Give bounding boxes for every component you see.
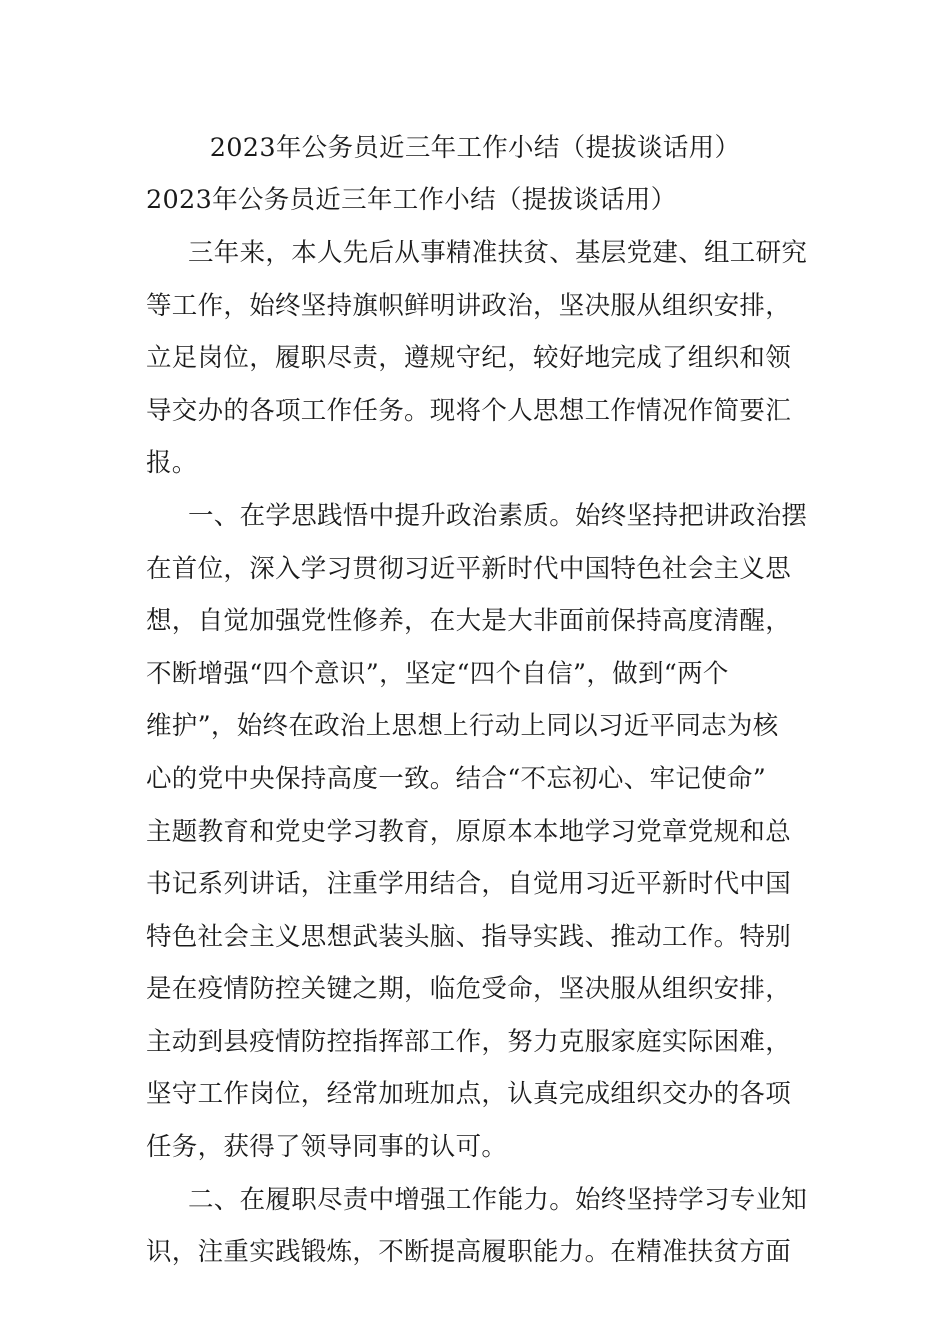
paragraph-2-line-10: 是在疫情防控关键之期，临危受命，坚决服从组织安排， — [146, 974, 792, 1004]
paragraph-2-line-9: 特色社会主义思想武装头脑、指导实践、推动工作。特别 — [146, 922, 792, 952]
paragraph-1-line-1: 三年来，本人先后从事精准扶贫、基层党建、组工研究 — [188, 238, 808, 268]
paragraph-2-line-2: 在首位，深入学习贯彻习近平新时代中国特色社会主义思 — [146, 554, 792, 584]
paragraph-2-line-1: 一、在学思践悟中提升政治素质。始终坚持把讲政治摆 — [188, 501, 808, 531]
paragraph-2-line-3: 想，自觉加强党性修养，在大是大非面前保持高度清醒， — [146, 606, 792, 636]
paragraph-3-line-2: 识，注重实践锻炼，不断提高履职能力。在精准扶贫方面 — [146, 1237, 792, 1267]
paragraph-2-line-4: 不断增强“四个意识”，坚定“四个自信”，做到“两个 — [146, 659, 729, 689]
paragraph-2-line-7: 主题教育和党史学习教育，原原本本地学习党章党规和总 — [146, 817, 792, 847]
paragraph-1-line-2: 等工作，始终坚持旗帜鲜明讲政治，坚决服从组织安排， — [146, 291, 792, 321]
paragraph-3-line-1: 二、在履职尽责中增强工作能力。始终坚持学习专业知 — [188, 1185, 808, 1215]
paragraph-1-line-3: 立足岗位，履职尽责，遵规守纪，较好地完成了组织和领 — [146, 343, 792, 373]
paragraph-2-line-8: 书记系列讲话，注重学用结合，自觉用习近平新时代中国 — [146, 869, 792, 899]
paragraph-2-line-12: 坚守工作岗位，经常加班加点，认真完成组织交办的各项 — [146, 1079, 792, 1109]
paragraph-1-line-4: 导交办的各项工作任务。现将个人思想工作情况作简要汇 — [146, 396, 792, 426]
paragraph-2-line-13: 任务，获得了领导同事的认可。 — [146, 1132, 508, 1162]
paragraph-2-line-6: 心的党中央保持高度一致。结合“不忘初心、牢记使命” — [146, 764, 767, 794]
document-title: 2023年公务员近三年工作小结（提拔谈话用） — [209, 133, 741, 163]
paragraph-1-line-5: 报。 — [146, 448, 198, 478]
document-subtitle: 2023年公务员近三年工作小结（提拔谈话用） — [146, 185, 677, 215]
paragraph-2-line-11: 主动到县疫情防控指挥部工作，努力克服家庭实际困难， — [146, 1027, 792, 1057]
paragraph-2-line-5: 维护”，始终在政治上思想上行动上同以习近平同志为核 — [146, 711, 779, 741]
